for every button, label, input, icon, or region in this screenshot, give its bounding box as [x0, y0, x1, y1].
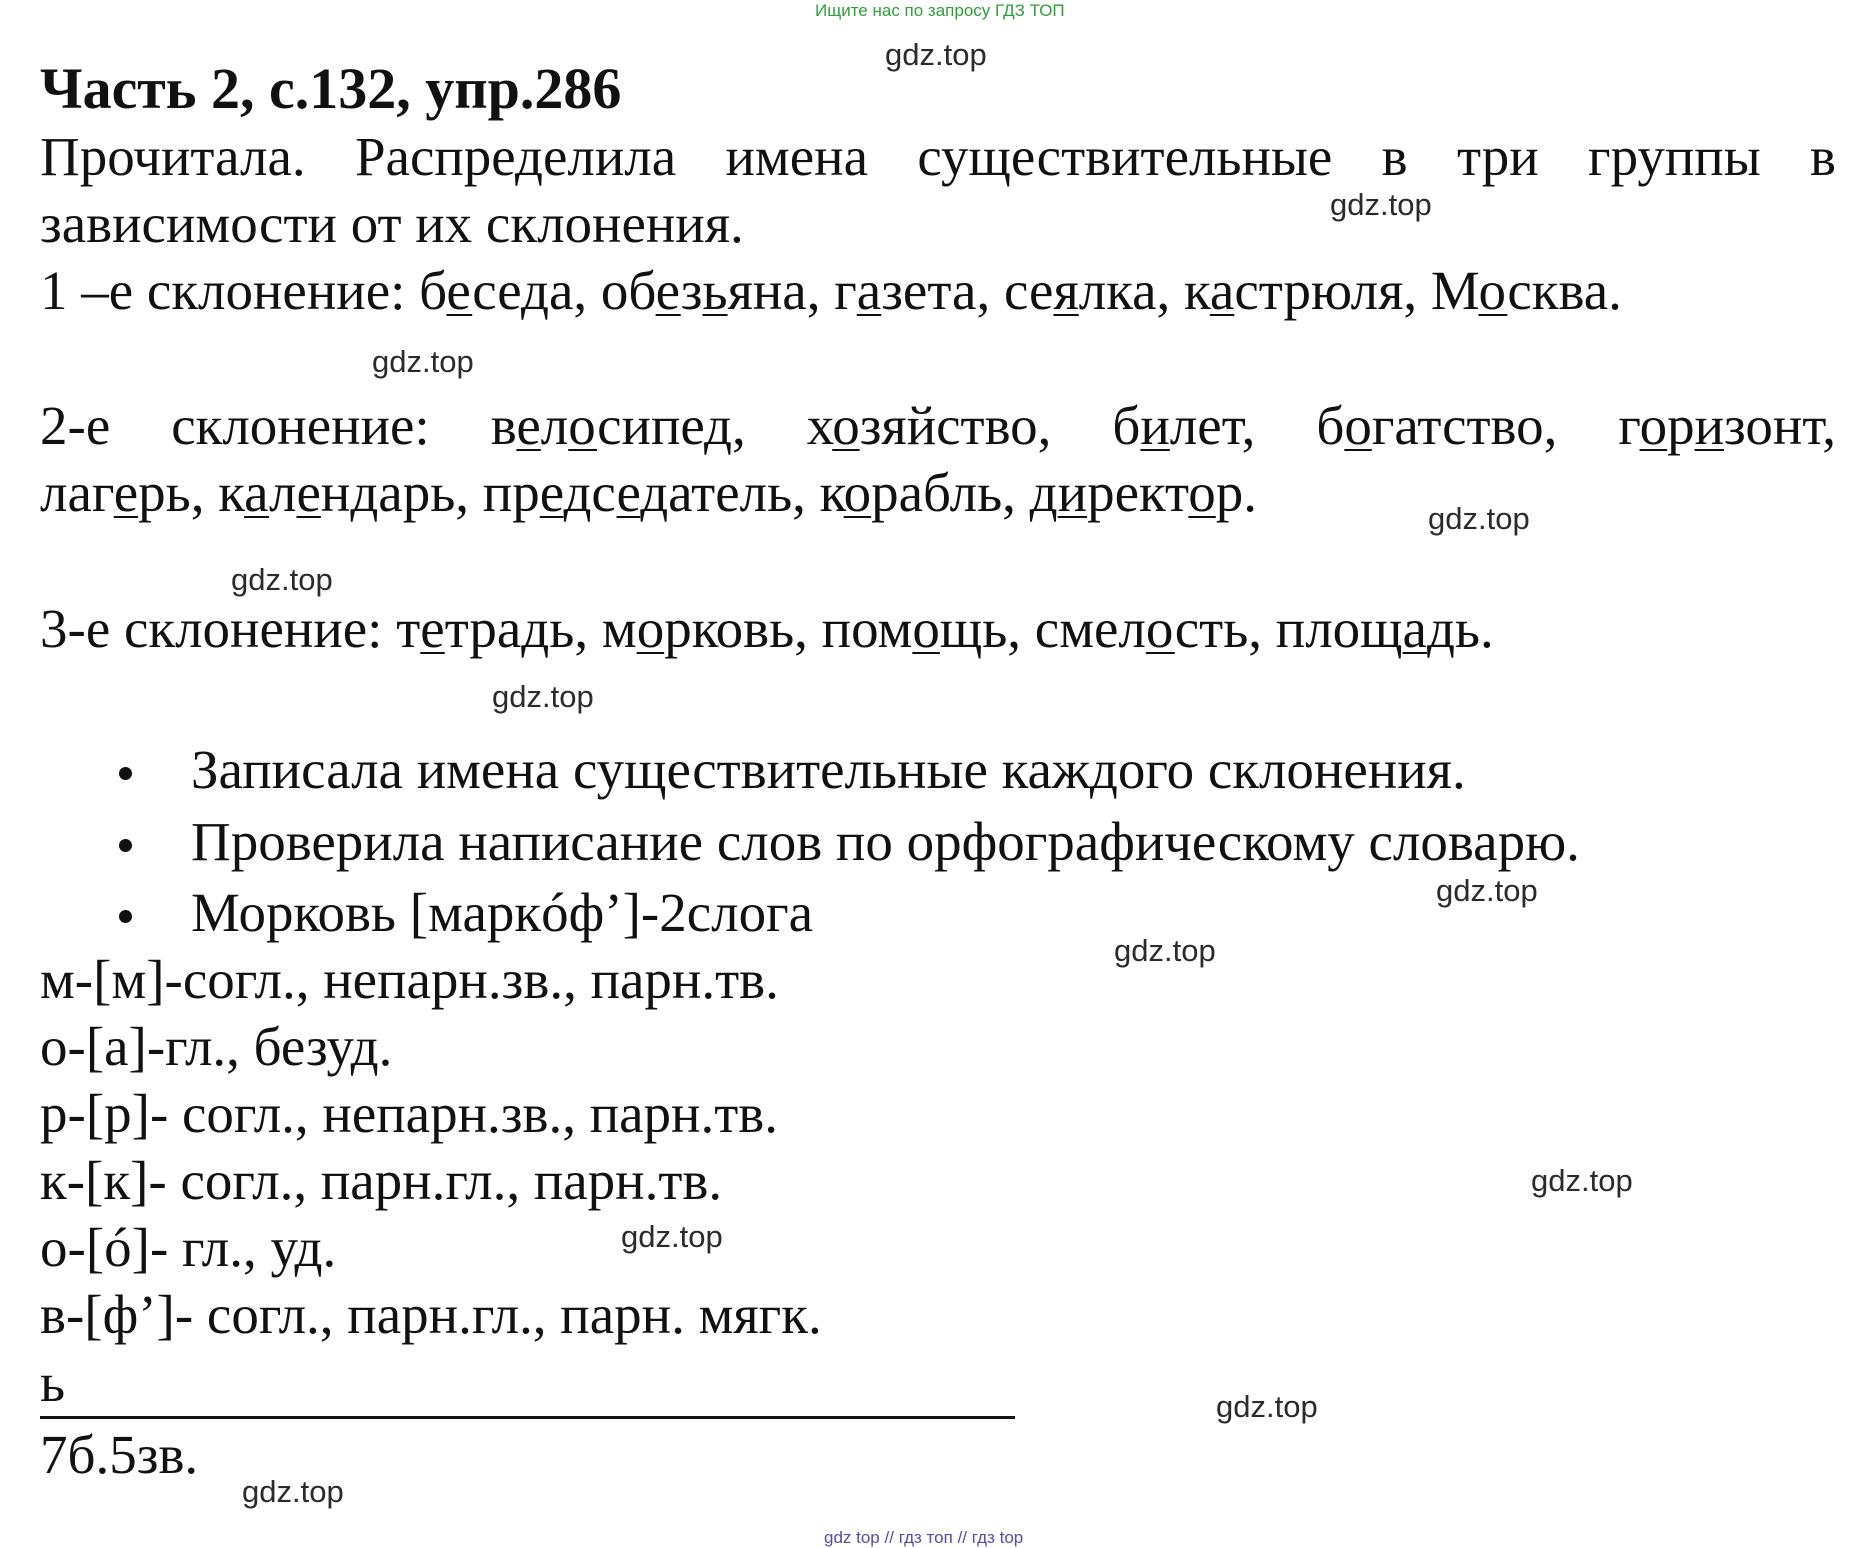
declension-2-line-2: лагерь, календарь, председатель, корабль, директор.: [40, 462, 1258, 523]
watermark: gdz.top: [1436, 873, 1538, 908]
declension-3-line: 3-е склонение: тетрадь, морковь, помощь, смелость, площадь.: [40, 598, 1494, 659]
page-title: Часть 2, с.132, упр.286: [40, 56, 622, 121]
declension-3-label: 3-е склонение:: [40, 598, 383, 659]
watermark: gdz.top: [1114, 933, 1216, 968]
bottom-links: [824, 1528, 1023, 1548]
phonetic-line: о-[ó]- гл., уд.: [40, 1217, 337, 1278]
declension-1-label: 1 –е склонение:: [40, 260, 406, 321]
watermark: gdz.top: [492, 679, 594, 714]
summary-divider: [40, 1416, 1015, 1419]
top-search-link[interactable]: Ищите нас по запросу ГДЗ ТОП: [815, 1, 1065, 20]
bullet-item-1: Записала имена существительные каждого склонения.: [191, 739, 1466, 800]
watermark: gdz.top: [1531, 1163, 1633, 1198]
bottom-link[interactable]: гдз top: [971, 1528, 1024, 1547]
phonetic-line: ь: [40, 1352, 66, 1413]
declension-2-line-1: 2-е склонение: велосипед, хозяйство, билет, богатство, горизонт,: [40, 395, 1836, 456]
phonetic-line: м-[м]-согл., непарн.зв., парн.тв.: [40, 949, 779, 1010]
bottom-link[interactable]: gdz top: [824, 1528, 880, 1547]
sound-letter-summary: 7б.5зв.: [40, 1424, 199, 1485]
declension-2-label: 2-е склонение:: [40, 395, 430, 456]
declension-1-line: 1 –е склонение: беседа, обезьяна, газета, сеялка, кастрюля, Москва.: [40, 260, 1622, 321]
phonetic-line: о-[а]-гл., безуд.: [40, 1016, 393, 1077]
phonetic-line: в-[ф’]- согл., парн.гл., парн. мягк.: [40, 1284, 822, 1345]
watermark: gdz.top: [885, 37, 987, 72]
bullet-dot: [119, 910, 132, 923]
bottom-separator: //: [884, 1528, 894, 1547]
phonetic-line: к-[к]- согл., парн.гл., парн.тв.: [40, 1150, 723, 1211]
phonetic-line: р-[р]- согл., непарн.зв., парн.тв.: [40, 1083, 778, 1144]
bullet-dot: [119, 767, 132, 780]
watermark: gdz.top: [242, 1474, 344, 1509]
watermark: gdz.top: [621, 1219, 723, 1254]
watermark: gdz.top: [1216, 1389, 1318, 1424]
intro-line-2: зависимости от их склонения.: [40, 193, 744, 254]
watermark: gdz.top: [372, 344, 474, 379]
watermark: gdz.top: [1330, 187, 1432, 222]
bottom-separator: //: [957, 1528, 968, 1547]
bullet-dot: [119, 839, 132, 852]
bullet-item-2: Проверила написание слов по орфографическому словарю.: [191, 811, 1580, 872]
bullet-item-3: Морковь [маркóф’]-2слога: [191, 882, 814, 943]
watermark: gdz.top: [1428, 501, 1530, 536]
intro-line-1: Прочитала. Распределила имена существительные в три группы в: [40, 126, 1836, 187]
watermark: gdz.top: [231, 562, 333, 597]
bottom-link[interactable]: гдз топ: [898, 1528, 953, 1547]
